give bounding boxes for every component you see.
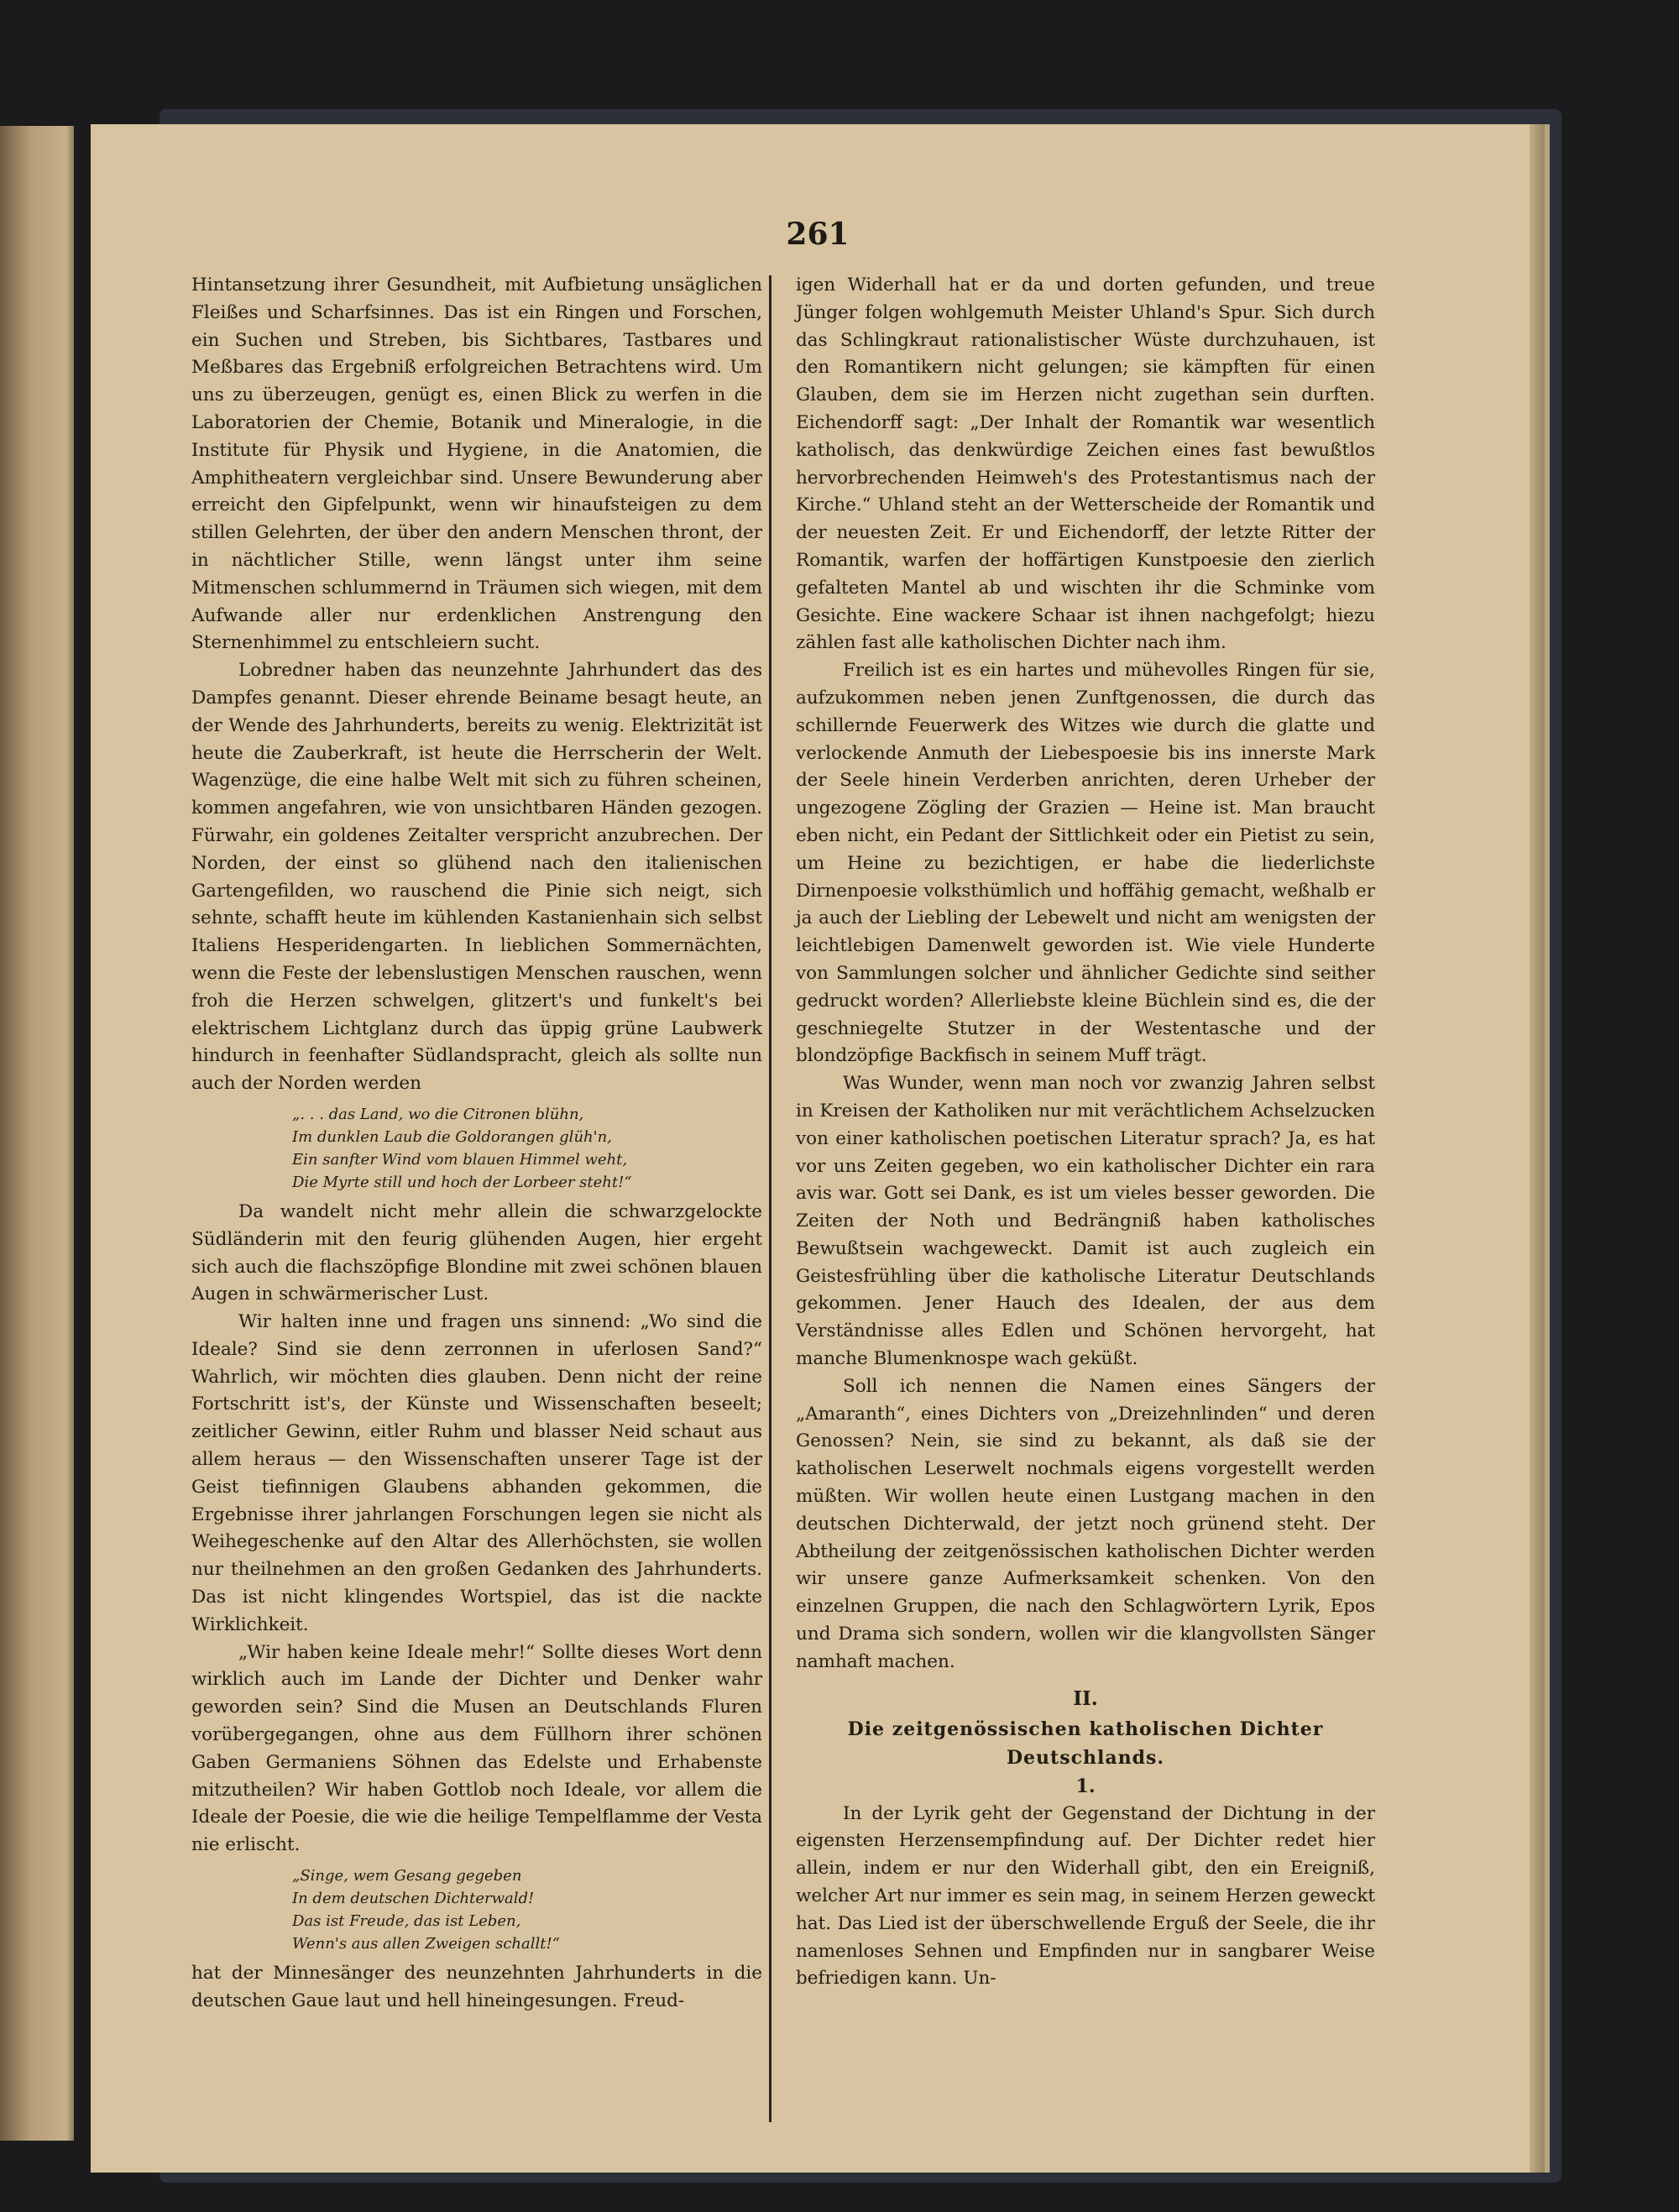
- book-page: [91, 124, 1550, 2173]
- page-edge: [1530, 124, 1545, 2173]
- right-column: [796, 272, 1375, 1993]
- right-final-paragraph: In der Lyrik geht der Gegenstand der Dichtung in der eigensten Herzensempfindung auf. Der Dichter redet hier allein, indem er nur den Widerhall gibt, den ein Ereigniß, welcher Art nur immer es sein mag, in seinem Herzen geweckt hat. Das Lied ist der überschwellende Erguß der Seele, die ihr namenloses Sehnen und Empfinden nur in sangbarer Weise befriedigen kann. Un-: [796, 1802, 1375, 1990]
- left-paragraph-1: Hintansetzung ihrer Gesundheit, mit Aufbietung unsäglichen Fleißes und Scharfsinnes. Das ist ein Ringen und Forschen, ein Suchen und Streben, bis Sichtbares, Tastbares und Meßbares das Ergebniß erfolgreichen Betrachtens wird. Um uns zu überzeugen, genügt es, einen Blick zu werfen in die Laboratorien der Chemie, Botanik und Mineralogie, in die Institute für Physik und Hygiene, in die Anatomien, die Amphitheatern vergleichbar sind. Unsere Bewunderung aber erreicht den Gipfelpunkt, wenn wir hinaufsteigen zu dem stillen Gelehrten, der über den andern Menschen thront, der in nächtlicher Stille, wenn längst unter ihm seine Mitmenschen schlummernd in Träumen sich wiegen, mit dem Aufwande aller nur erdenklichen Anstrengung den Sternenhimmel zu entschleiern sucht.: [191, 275, 762, 654]
- left-paragraph-2: Lobredner haben das neunzehnte Jahrhundert das des Dampfes genannt. Dieser ehrende Beiname besagt heute, an der Wende des Jahrhunderts, bereits zu wenig. Elektrizität ist heute die Zauberkraft, ist heute die Herrscherin der Welt. Wagenzüge, die eine halbe Welt mit sich zu führen scheinen, kommen angefahren, wie von unsichtbaren Händen gezogen. Fürwahr, ein goldenes Zeitalter verspricht anzubrechen. Der Norden, der einst so glühend nach den italienischen Gartengefilden, wo rauschend die Pinie sich neigt, sich sehnte, schafft heute im kühlenden Kastanienhain sich selbst Italiens Hesperidengarten. In lieblichen Sommernächten, wenn die Feste der lebenslustigen Menschen rauschen, wenn froh die Herzen schwelgen, glitzert's und funkelt's bei elektrischem Lichtglanz durch das üppig grüne Laubwerk hindurch in feenhafter Südlandspracht, gleich als sollte nun auch der Norden werden: [191, 660, 762, 1095]
- left-paragraph-5: „Wir haben keine Ideale mehr!“ Sollte dieses Wort denn wirklich auch im Lande der Dichter und Denker wahr geworden sein? Sind die Musen an Deutschlands Fluren vorübergegangen, ohne aus dem Füllhorn ihrer schönen Gaben Germaniens Söhnen das Edelste und Erhabenste mitzutheilen? Wir haben Gottlob noch Ideale, vor allem die Ideale der Poesie, die wie die heilige Tempelflamme der Vesta nie erlischt.: [191, 1641, 762, 1856]
- verse-line: Im dunklen Laub die Goldorangen glüh'n,: [292, 1127, 612, 1146]
- page-number: 261: [786, 217, 850, 252]
- left-paragraph-4: Wir halten inne und fragen uns sinnend: „Wo sind die Ideale? Sind sie denn zerronnen in uferlosen Sand?“ Wahrlich, wir möchten dies glauben. Denn nicht der reine Fortschritt ist's, der Künste und Wissenschaften beseelt; zeitlicher Gewinn, eitler Ruhm und blasser Neid schaut aus allem heraus — den Wissenschaften unserer Tage ist der Geist tiefinnigen Glaubens abhanden gekommen, die Ergebnisse ihrer jahrlangen Forschungen legen sie nicht als Weihegeschenke auf den Altar des Allerhöchsten, sie wollen nur theilnehmen an den großen Gedanken des Jahrhunderts. Das ist nicht klingendes Wortspiel, das ist die nackte Wirklichkeit.: [191, 1311, 762, 1635]
- left-closing-paragraph: hat der Minnesänger des neunzehnten Jahrhunderts in die deutschen Gaue laut und hell hineingesungen. Freud-: [191, 1963, 762, 2011]
- subsection-numeral: 1.: [1075, 1775, 1096, 1797]
- right-paragraph-1: igen Widerhall hat er da und dorten gefunden, und treue Jünger folgen wohlgemuth Meister Uhland's Spur. Sich durch das Schlingkraut rationalistischer Wüste durchzuhauen, ist den Romantikern nicht gelungen; sie kämpften für einen Glauben, dem sie im Herzen nicht zugethan sein durften. Eichendorff sagt: „Der Inhalt der Romantik war wesentlich katholisch, das denkwürdige Zeichen eines fast bewußtlos hervorbrechenden Heimweh's des Protestantismus nach der Kirche.“ Uhland steht an der Wetterscheide der Romantik und der neuesten Zeit. Er und Eichendorff, der letzte Ritter der Romantik, warfen der hoffärtigen Kunstpoesie den zierlich gefalteten Mantel ab und wischten ihr die Schminke vom Gesichte. Eine wackere Schaar ist ihnen nachgefolgt; hiezu zählen fast alle katholischen Dichter nach ihm.: [796, 275, 1375, 654]
- column-divider: [769, 275, 772, 2122]
- right-paragraph-2: Freilich ist es ein hartes und mühevolles Ringen für sie, aufzukommen neben jenen Zunftgenossen, die durch das schillernde Feuerwerk des Witzes wie durch die glatte und verlockende Anmuth der Liebespoesie bis ins innerste Mark der Seele hinein Verderben anrichten, deren Urheber der ungezogene Zögling der Grazien — Heine ist. Man braucht eben nicht, ein Pedant der Sittlichkeit oder ein Pietist zu sein, um Heine zu bezichtigen, er habe die liederlichste Dirnenpoesie volksthümlich und hoffähig gemacht, weßhalb er ja auch der Liebling der Lebewelt und nicht am wenigsten der leichtlebigen Damenwelt geworden ist. Wie viele Hunderte von Sammlungen solcher und ähnlicher Gedichte sind seither gedruckt worden? Allerliebste kleine Büchlein sind es, die der geschniegelte Stutzer in der Westentasche und der blondzöpfige Backfisch in seinem Muff trägt.: [796, 660, 1375, 1067]
- verse-citronen: [292, 1103, 762, 1194]
- verse-line: Das ist Freude, das ist Leben,: [292, 1912, 521, 1931]
- left-paragraph-3: Da wandelt nicht mehr allein die schwarzgelockte Südländerin mit den feurig glühenden Augen, hier ergeht sich auch die flachszöpfige Blondine mit zwei schönen blauen Augen in schwärmerischer Lust.: [191, 1200, 762, 1305]
- verse-line: Die Myrte still und hoch der Lorbeer steht!“: [292, 1173, 632, 1191]
- left-column: [191, 272, 762, 2016]
- verse-line: „Singe, wem Gesang gegeben: [292, 1867, 522, 1885]
- verse-singe: [292, 1864, 762, 1955]
- section-title: Die zeitgenössischen katholischen Dichter Deutschlands.: [847, 1718, 1324, 1769]
- section-numeral: II.: [1073, 1686, 1098, 1710]
- right-paragraph-4: Soll ich nennen die Namen eines Sängers der „Amaranth“, eines Dichters von „Dreizehnlinden“ und deren Genossen? Nein, sie sind zu bekannt, als daß sie der katholischen Leserwelt nochmals eigens vorgestellt werden müßten. Wir wollen heute einen Lustgang machen in den deutschen Dichterwald, der jetzt noch grünend steht. Der Abtheilung der zeitgenössischen katholischen Dichter werden wir unsere ganze Aufmerksamkeit schenken. Von den einzelnen Gruppen, die nach den Schlagwörtern Lyrik, Epos und Drama sich sondern, wollen wir die klangvollsten Sänger namhaft machen.: [796, 1375, 1375, 1672]
- verse-line: In dem deutschen Dichterwald!: [292, 1890, 535, 1908]
- verse-line: Ein sanfter Wind vom blauen Himmel weht,: [292, 1150, 628, 1169]
- verse-line: Wenn's aus allen Zweigen schallt!“: [292, 1935, 560, 1953]
- right-paragraph-3: Was Wunder, wenn man noch vor zwanzig Jahren selbst in Kreisen der Katholiken nur mit verächtlichem Achselzucken von einer katholischen poetischen Literatur sprach? Ja, es hat vor uns Zeiten gegeben, wo ein katholischer Dichter ein rara avis war. Gott sei Dank, es ist um vieles besser geworden. Die Zeiten der Noth und Bedrängniß haben katholisches Bewußtsein wachgeweckt. Damit ist auch zugleich ein Geistesfrühling über die katholische Literatur Deutschlands gekommen. Jener Hauch des Idealen, der aus dem Verständnisse alles Edlen und Schönen hervorgeht, hat manche Blumenknospe wach geküßt.: [796, 1073, 1375, 1370]
- verse-line: „. . . das Land, wo die Citronen blühn,: [292, 1105, 584, 1123]
- facing-page-edge: [0, 126, 74, 2141]
